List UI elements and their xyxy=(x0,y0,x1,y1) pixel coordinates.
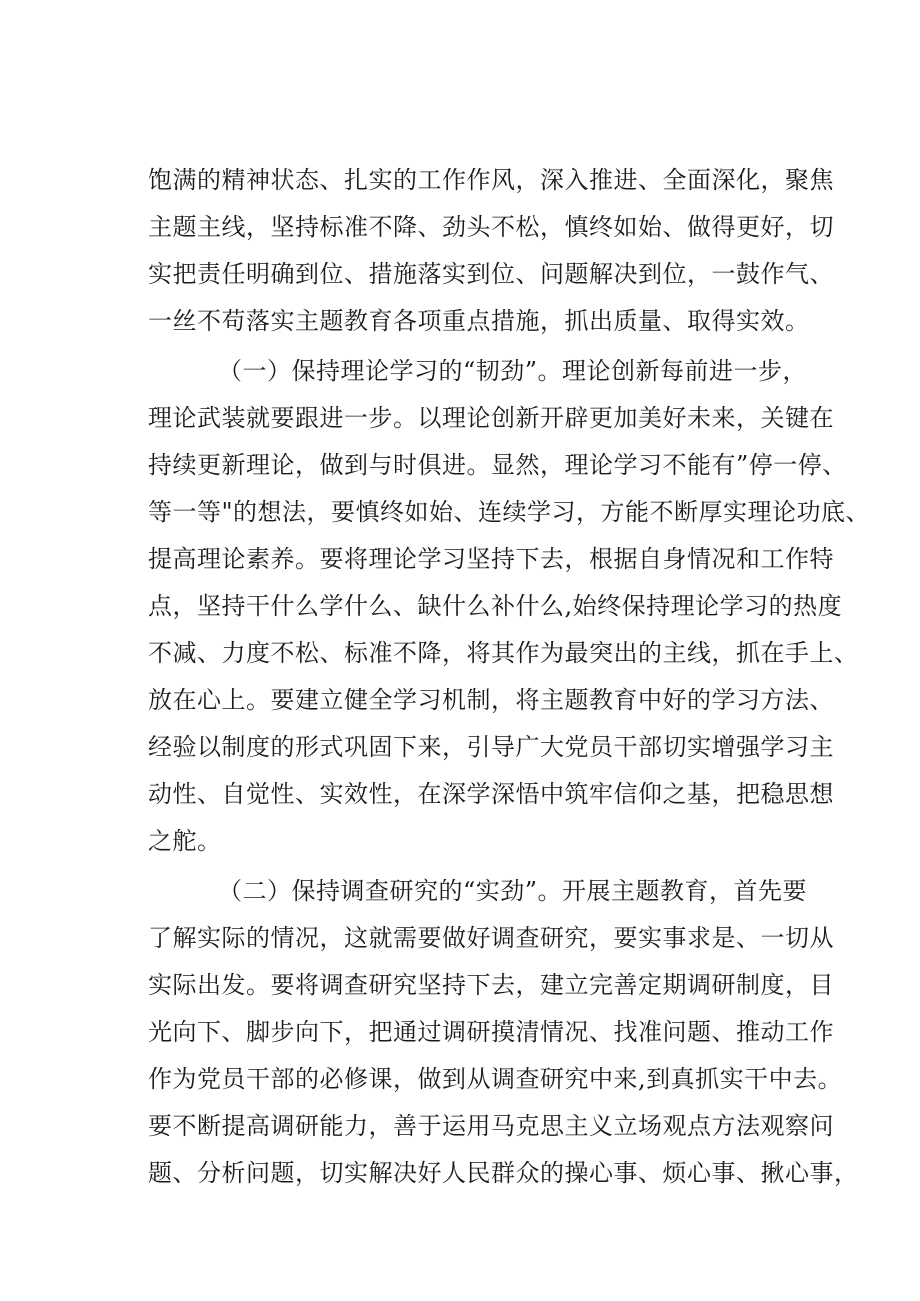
text-line: 主题主线，坚持标准不降、劲头不松，慎终如始、做得更好，切 xyxy=(148,213,834,241)
text-line: 要不断提高调研能力，善于运用马克思主义立场观点方法观察问 xyxy=(148,1112,834,1140)
text-line: 点，坚持干什么学什么、缺什么补什么,始终保持理论学习的热度 xyxy=(148,592,843,620)
text-line: 动性、自觉性、实效性，在深学深悟中筑牢信仰之基，把稳思想 xyxy=(148,780,834,808)
text-line: 作为党员干部的必修课，做到从调查研究中来,到真抓实干中去。 xyxy=(148,1065,843,1093)
text-line: 持续更新理论，做到与时俱进。显然，理论学习不能有”停一停、 xyxy=(148,451,847,479)
text-line: 不减、力度不松、标准不降，将其作为最突出的主线，抓在手上、 xyxy=(148,639,859,667)
section-heading-line: （二）保持调查研究的“实劲”。开展主题教育，首先要 xyxy=(218,877,808,905)
document-body xyxy=(148,157,871,1197)
text-line: 光向下、脚步向下，把通过调研摸清情况、找准问题、推动工作 xyxy=(148,1018,834,1046)
text-line: 提高理论素养。要将理论学习坚持下去，根据自身情况和工作特 xyxy=(148,545,834,573)
paragraph-intro xyxy=(148,157,834,345)
paragraph-investigation xyxy=(148,868,859,1197)
text-line: 之舵。 xyxy=(148,827,222,855)
paragraph-theory-study xyxy=(148,348,871,865)
text-line: 理论武装就要跟进一步。以理论创新开辟更加美好未来，关键在 xyxy=(148,404,834,432)
text-line: 经验以制度的形式巩固下来，引导广大党员干部切实增强学习主 xyxy=(148,733,834,761)
text-line: 题、分析问题，切实解决好人民群众的操心事、烦心事、揪心事， xyxy=(148,1159,859,1187)
text-line: 等一等"的想法，要慎终如始、连续学习，方能不断厚实理论功底、 xyxy=(148,498,871,526)
text-line: 了解实际的情况，这就需要做好调查研究，要实事求是、一切从 xyxy=(148,924,834,952)
text-line: 实际出发。要将调查研究坚持下去，建立完善定期调研制度，目 xyxy=(148,971,834,999)
section-heading-line: （一）保持理论学习的“韧劲”。理论创新每前进一步， xyxy=(218,357,808,385)
text-line: 放在心上。要建立健全学习机制，将主题教育中好的学习方法、 xyxy=(148,686,834,714)
text-line: 一丝不苟落实主题教育各项重点措施，抓出质量、取得实效。 xyxy=(148,307,810,335)
text-line: 实把责任明确到位、措施落实到位、问题解决到位，一鼓作气、 xyxy=(148,260,834,288)
text-line: 饱满的精神状态、扎实的工作作风，深入推进、全面深化，聚焦 xyxy=(148,166,834,194)
